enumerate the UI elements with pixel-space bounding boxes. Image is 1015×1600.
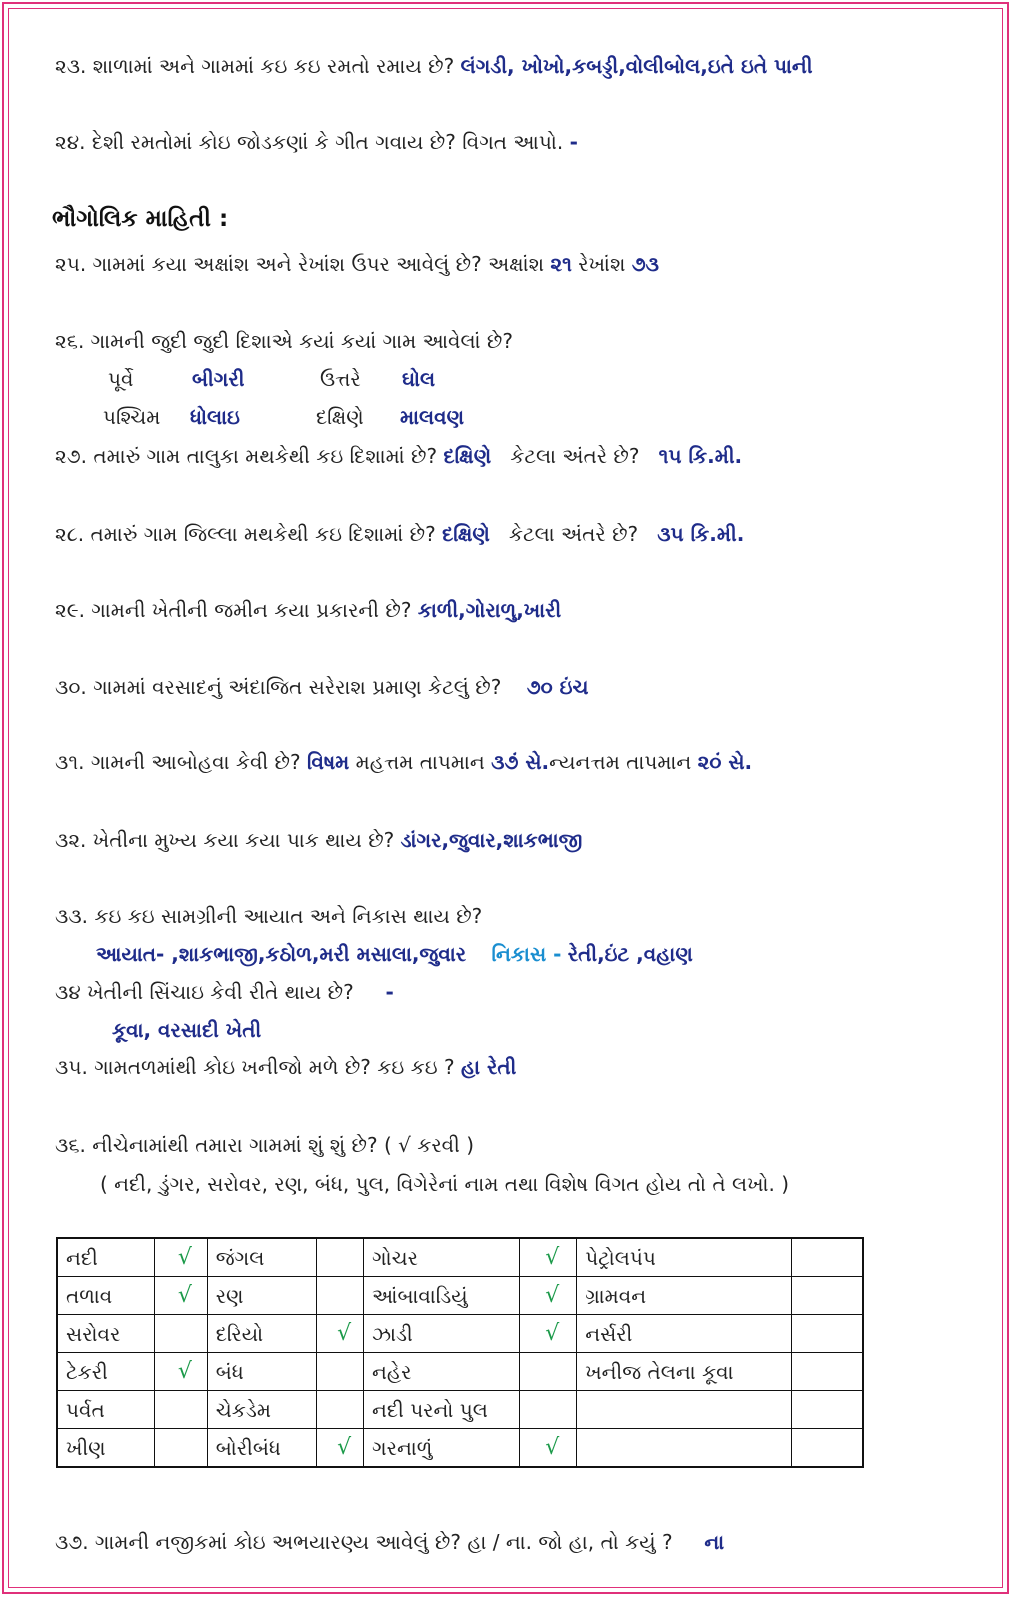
table-item-cell: નદી xyxy=(57,1238,154,1277)
q29-question: ૨૯. ગામની ખેતીની જમીન કયા પ્રકારની છે? xyxy=(55,598,412,622)
table-item-cell: ગરનાળું xyxy=(364,1429,520,1468)
q26-south-value: માલવણ xyxy=(400,405,465,429)
table-check-cell: √ xyxy=(154,1238,207,1277)
q32-line xyxy=(55,826,582,854)
table-check-cell xyxy=(154,1391,207,1429)
q32-question: ૩૨. ખેતીના મુખ્ય કયા કયા પાક થાય છે? xyxy=(55,828,395,852)
table-check-cell xyxy=(792,1353,863,1391)
q35-line xyxy=(55,1053,516,1081)
table-item-cell: ટેકરી xyxy=(57,1353,154,1391)
table-check-cell: √ xyxy=(154,1277,207,1315)
q35-question: ૩૫. ગામતળમાંથી કોઇ ખનીજો મળે છે? કઇ કઇ ? xyxy=(55,1055,455,1079)
table-item-cell: બોરીબંધ xyxy=(207,1429,317,1468)
table-check-cell xyxy=(154,1429,207,1468)
q36-note: ( નદી, ડુંગર, સરોવર, રણ, બંધ, પુલ, વિગેરેનાં નામ તથા વિશેષ વિગત હોય તો તે લખો. ) xyxy=(100,1172,790,1196)
q33-question: ૩૩. કઇ કઇ સામગ્રીની આયાત અને નિકાસ થાય છે? xyxy=(55,904,483,928)
table-check-cell: √ xyxy=(317,1429,364,1468)
table-item-cell: પર્વત xyxy=(57,1391,154,1429)
table-check-cell: √ xyxy=(520,1238,577,1277)
q36-question: ૩૬. નીચેનામાંથી તમારા ગામમાં શું શું છે? ( √ કરવી ) xyxy=(55,1133,475,1157)
q33-import: આયાત- ,શાકભાજી,કઠોળ,મરી મસાલા,જુવાર xyxy=(96,942,467,966)
q29-answer: કાળી,ગોરાળુ,ખારી xyxy=(417,598,562,622)
q25-longitude-label: રેખાંશ xyxy=(578,252,626,276)
q31-line xyxy=(55,748,752,776)
q31-min-temp: ૨૦ં સે. xyxy=(697,750,753,774)
q34-answer: કૂવા, વરસાદી ખેતી xyxy=(112,1018,262,1042)
q23-line xyxy=(55,52,813,80)
q30-line xyxy=(55,673,589,701)
table-item-cell: તળાવ xyxy=(57,1277,154,1315)
q34-dash: - xyxy=(385,980,394,1004)
table-item-cell: નહેર xyxy=(364,1353,520,1391)
table-check-cell xyxy=(792,1429,863,1468)
q30-question: ૩૦. ગામમાં વરસાદનું અંદાજિત સરેરાશ પ્રમાણ કેટલું છે? xyxy=(55,675,502,699)
table-row xyxy=(57,1238,863,1277)
table-item-cell: ઝાડી xyxy=(364,1315,520,1353)
q26-west-value: ધોલાઇ xyxy=(190,405,240,429)
q28-question: ૨૮. તમારું ગામ જિલ્લા મથકેથી કઇ દિશામાં છે? xyxy=(55,522,436,546)
q32-answer: ડાંગર,જુવાર,શાકભાજી xyxy=(400,828,583,852)
q33-export: રેતી,ઇંટ ,વહાણ xyxy=(567,942,693,966)
q26-north-value: ઘોલ xyxy=(402,367,436,391)
q37-question: ૩૭. ગામની નજીકમાં કોઇ અભયારણ્ય આવેલું છે? હા / ના. જો હા, તો કયું ? xyxy=(55,1530,673,1554)
table-check-cell xyxy=(317,1277,364,1315)
q27-direction: દક્ષિણે xyxy=(443,444,492,468)
q25-line xyxy=(55,250,659,278)
section-heading: ભૌગોલિક માહિતી : xyxy=(52,206,229,232)
q35-answer: હા રેતી xyxy=(460,1055,517,1079)
q28-distance-question: કેટલા અંતરે છે? xyxy=(508,522,639,546)
q26-south-label: દક્ષિણે xyxy=(316,405,364,429)
q31-min-label: ન્યનત્તમ તાપમાન xyxy=(549,750,692,774)
table-item-cell: ગ્રામવન xyxy=(577,1277,792,1315)
q24-answer: - xyxy=(569,130,578,154)
table-item-cell: નર્સરી xyxy=(577,1315,792,1353)
table-row xyxy=(57,1391,863,1429)
q30-answer: ૭૦ ઇંચ xyxy=(526,675,589,699)
q26-east-label: પૂર્વે xyxy=(108,367,134,391)
table-item-cell: ખીણ xyxy=(57,1429,154,1468)
q23-answer: લંગડી, ખોખો,કબડ્ડી,વોલીબોલ,ઇતે ઇતે પાની xyxy=(460,54,813,78)
table-check-cell xyxy=(792,1277,863,1315)
table-check-cell xyxy=(792,1315,863,1353)
table-row xyxy=(57,1429,863,1468)
table-item-cell: ચેકડેમ xyxy=(207,1391,317,1429)
q24-question: ૨૪. દેશી રમતોમાં કોઇ જોડકણાં કે ગીત ગવાય છે? વિગત આપો. xyxy=(55,130,564,154)
q31-question: ૩૧. ગામની આબોહવા કેવી છે? xyxy=(55,750,301,774)
table-item-cell: બંધ xyxy=(207,1353,317,1391)
q33-answer-line xyxy=(96,940,693,968)
q26-west-label: પશ્ચિમ xyxy=(103,405,161,429)
table-check-cell xyxy=(520,1391,577,1429)
table-item-cell: જંગલ xyxy=(207,1238,317,1277)
q25-latitude: ૨૧ xyxy=(550,252,572,276)
q25-longitude: ૭૩ xyxy=(631,252,659,276)
table-item-cell: રણ xyxy=(207,1277,317,1315)
q27-line xyxy=(55,442,742,470)
table-item-cell xyxy=(577,1391,792,1429)
q37-answer: ના xyxy=(704,1530,725,1554)
q28-line xyxy=(55,520,744,548)
q31-max-label: મહત્તમ તાપમાન xyxy=(355,750,485,774)
table-check-cell xyxy=(317,1238,364,1277)
q31-max-temp: ૩૭ં સે. xyxy=(491,750,550,774)
q27-distance: ૧૫ કિ.મી. xyxy=(658,444,743,468)
q37-line xyxy=(55,1528,724,1556)
q27-question: ૨૭. તમારું ગામ તાલુકા મથકેથી કઇ દિશામાં છે? xyxy=(55,444,438,468)
table-check-cell xyxy=(520,1353,577,1391)
table-check-cell xyxy=(317,1353,364,1391)
table-row xyxy=(57,1277,863,1315)
table-item-cell: ખનીજ તેલના કૂવા xyxy=(577,1353,792,1391)
table-check-cell: √ xyxy=(520,1277,577,1315)
q28-direction: દક્ષિણે xyxy=(442,522,490,546)
table-check-cell: √ xyxy=(520,1429,577,1468)
table-check-cell xyxy=(792,1391,863,1429)
table-row xyxy=(57,1315,863,1353)
table-check-cell: √ xyxy=(520,1315,577,1353)
table-check-cell: √ xyxy=(317,1315,364,1353)
table-item-cell: પેટ્રોલપંપ xyxy=(577,1238,792,1277)
q33-export-label: નિકાસ - xyxy=(491,942,562,966)
q24-line xyxy=(55,128,578,156)
q29-line xyxy=(55,596,561,624)
q28-distance: ૩૫ કિ.મી. xyxy=(657,522,745,546)
q23-question: ૨૩. શાળામાં અને ગામમાં કઇ કઇ રમતો રમાય છે? xyxy=(55,54,455,78)
table-row xyxy=(57,1353,863,1391)
table-item-cell: આંબાવાડિયું xyxy=(364,1277,520,1315)
q34-line xyxy=(55,978,394,1006)
q26-north-label: ઉત્તરે xyxy=(320,367,361,391)
q34-question: ૩૪ ખેતીની સિંચાઇ કેવી રીતે થાય છે? xyxy=(55,980,354,1004)
q25-question: ૨૫. ગામમાં કયા અક્ષાંશ અને રેખાંશ ઉપર આવેલું છે? અક્ષાંશ xyxy=(55,252,545,276)
table-item-cell xyxy=(577,1429,792,1468)
table-item-cell: ગોચર xyxy=(364,1238,520,1277)
q31-answer: વિષમ xyxy=(306,750,350,774)
q27-distance-question: કેટલા અંતરે છે? xyxy=(510,444,640,468)
facilities-table xyxy=(56,1237,864,1468)
table-check-cell xyxy=(317,1391,364,1429)
q26-east-value: બીગરી xyxy=(192,367,245,391)
table-item-cell: નદી પરનો પુલ xyxy=(364,1391,520,1429)
q26-question: ૨૬. ગામની જુદી જુદી દિશાએ કયાં કયાં ગામ આવેલાં છે? xyxy=(55,329,513,353)
table-check-cell xyxy=(792,1238,863,1277)
table-item-cell: દરિયો xyxy=(207,1315,317,1353)
table-check-cell xyxy=(154,1315,207,1353)
table-check-cell: √ xyxy=(154,1353,207,1391)
table-item-cell: સરોવર xyxy=(57,1315,154,1353)
